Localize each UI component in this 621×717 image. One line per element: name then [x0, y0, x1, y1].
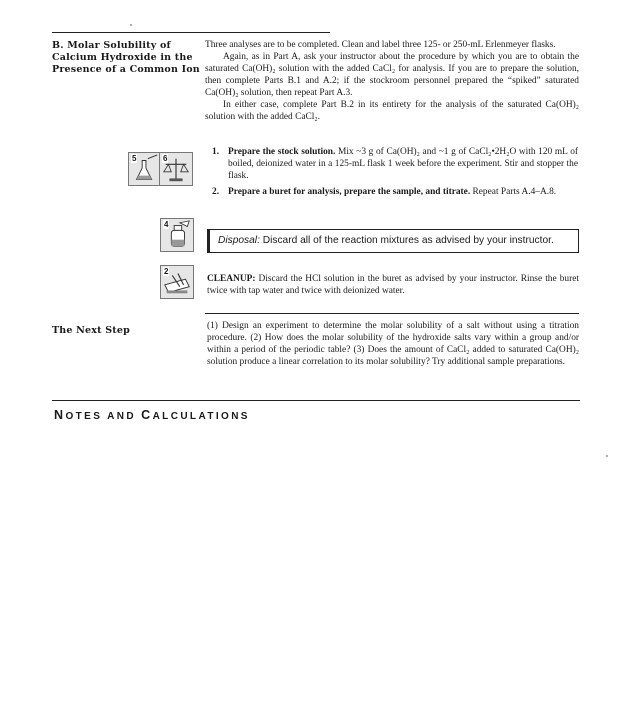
step-1-title: Prepare the stock solution. [228, 147, 336, 157]
waste-bottle-icon [160, 218, 194, 252]
steps-list [212, 146, 578, 198]
step-2-number: 2. [212, 187, 220, 197]
next-step-text: (1) Design an experiment to determine the molar solubility of a salt without using a titration procedure. (2) How does the molar solubility of the hydroxide salts vary within a group and/or within a period of the periodic table? (3) Does the amount of CaCl₂ added to saturated Ca(OH)₂ solution produce a linear correlation to its molar solubility? Try additional sample preparations. [207, 321, 579, 367]
icon-number: 2 [164, 267, 169, 276]
step-1-number: 1. [212, 147, 220, 157]
notes-title-part-2: ALCULATIONS [152, 411, 250, 422]
intro-paragraph: Three analyses are to be completed. Clean and label three 125- or 250-mL Erlenmeyer flasks. [205, 40, 556, 50]
section-b-heading-line-2: Calcium Hydroxide in the [52, 52, 193, 63]
notes-rule [52, 400, 580, 401]
step-1-body: Mix ~3 g of Ca(OH)₂ and ~1 g of CaCl₂•2H₂O with 120 mL of boiled, deionized water in a 125-mL flask 1 week before the experiment. Stir and stopper the flask. [228, 147, 579, 181]
notes-title-initial-n: N [54, 408, 66, 422]
next-step-heading: The Next Step [52, 325, 130, 336]
section-b-body [205, 39, 579, 123]
disposal-box [207, 229, 579, 253]
step-2-body: Repeat Parts A.4–A.8. [472, 187, 557, 197]
icon-number: 6 [163, 154, 168, 163]
cleanup-text: Discard the HCl solution in the buret as advised by your instructor. Rinse the buret twice with tap water and twice with deionized water. [207, 274, 580, 296]
notes-and-calculations-title [54, 408, 250, 422]
step-2 [212, 186, 578, 198]
icon-number: 4 [164, 220, 169, 229]
scan-mark [130, 24, 132, 26]
either-case-paragraph: In either case, complete Part B.2 in its entirety for the analysis of the saturated Ca(OH)₂ solution with the added CaCl₂. [205, 100, 579, 122]
cleanup-label: CLEANUP: [207, 274, 256, 284]
disposal-label: Disposal: [218, 235, 260, 246]
step-1 [212, 146, 578, 182]
balance-icon [159, 152, 193, 186]
procedure-paragraph: Again, as in Part A, ask your instructor about the procedure by which you are to obtain the saturated Ca(OH)₂ solution with the added CaCl₂ for analysis. If you are to prepare the solution, then complete Parts B.1 and A.2; if the stockroom personnel prepared the “spiked” saturated Ca(OH)₂ solution, then repeat Part A.3. [205, 52, 579, 98]
step-2-title: Prepare a buret for analysis, prepare the sample, and titrate. [228, 187, 471, 197]
notes-title-initial-c: C [141, 408, 153, 422]
flask-heating-icon [128, 152, 162, 186]
top-rule [52, 32, 330, 33]
icon-number: 5 [132, 154, 137, 163]
notes-title-part-1: OTES AND [65, 411, 142, 422]
scan-mark [606, 455, 608, 457]
section-b-heading [52, 40, 202, 76]
next-step-rule [205, 313, 579, 314]
cleanup-icon [160, 265, 194, 299]
disposal-text: Discard all of the reaction mixtures as advised by your instructor. [262, 235, 554, 246]
cleanup-paragraph [207, 273, 579, 297]
section-b-heading-line-1: B. Molar Solubility of [52, 40, 171, 51]
section-b-heading-line-3: Presence of a Common Ion [52, 64, 200, 75]
